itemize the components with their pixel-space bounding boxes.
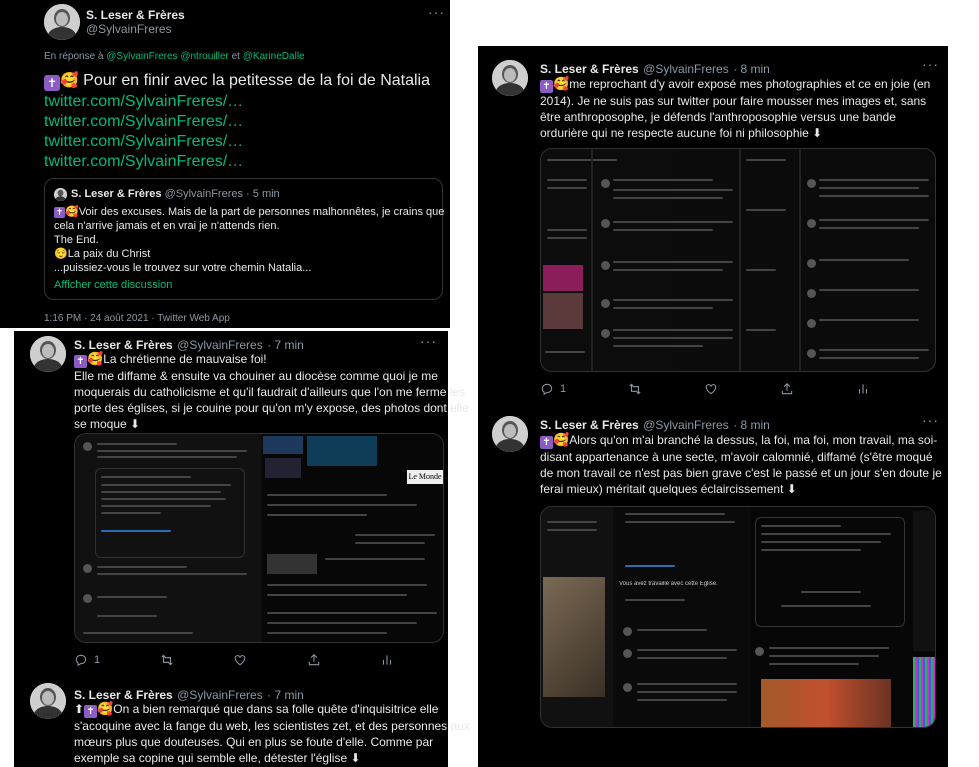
share-icon bbox=[307, 653, 321, 667]
cross-icon: ✝ bbox=[84, 705, 97, 718]
author-handle[interactable]: @SylvainFreres bbox=[643, 62, 729, 76]
tweet-link-4[interactable]: twitter.com/SylvainFreres/… bbox=[44, 153, 244, 170]
reply-icon bbox=[540, 382, 554, 396]
t2-line2: Elle me diffame & ensuite va chouiner au diocèse comme quoi je me bbox=[74, 369, 438, 383]
t4-line2: 2014). Je ne suis pas sur twitter pour faire mousser mes images et, sans bbox=[540, 94, 927, 108]
analytics-button[interactable] bbox=[856, 382, 870, 396]
reply-icon bbox=[74, 653, 88, 667]
smile-emoji-icon: 🥰 bbox=[553, 76, 570, 91]
t5-line4: ferai mieux) méritait quelques éclaircissement ⬇ bbox=[540, 482, 797, 496]
like-button[interactable] bbox=[704, 382, 718, 396]
quoted-tweet[interactable] bbox=[44, 178, 443, 300]
analytics-icon bbox=[380, 653, 394, 667]
show-thread-link[interactable]: Afficher cette discussion bbox=[54, 279, 173, 291]
reply-count: 1 bbox=[560, 383, 567, 395]
cross-icon: ✝ bbox=[55, 207, 64, 217]
quote-author-handle: @SylvainFreres bbox=[164, 188, 243, 200]
reply-prefix: En réponse à bbox=[44, 51, 104, 62]
tweet-time[interactable]: · 7 min bbox=[267, 688, 304, 702]
smile-emoji-icon: 🥰 bbox=[60, 72, 79, 89]
author-handle[interactable]: @SylvainFreres bbox=[643, 418, 729, 432]
cross-icon: ✝ bbox=[74, 355, 87, 368]
main-tweet-panel bbox=[0, 0, 450, 328]
mini-avatar bbox=[83, 442, 92, 451]
quote-line2: cela n'arrive jamais et en vrai je n'attends rien. bbox=[54, 220, 280, 232]
author-name[interactable]: S. Leser & Frères bbox=[540, 62, 639, 76]
tweet-main-text: Pour en finir avec la petitesse de la foi de Natalia bbox=[83, 72, 431, 89]
smile-emoji-icon: 🥰 bbox=[553, 432, 570, 447]
relieved-emoji-icon: 😌 bbox=[54, 248, 68, 260]
arrow-up-icon: ⬆ bbox=[74, 702, 85, 716]
like-button[interactable] bbox=[233, 653, 247, 667]
t4-line3: être anthroposophe, je défends l'anthroposophie versus une bande bbox=[540, 110, 896, 124]
t5-line1: Alors qu'on m'ai branché la dessus, la foi, ma foi, mon travail, ma soi- bbox=[569, 433, 938, 447]
tweet-link-3[interactable]: twitter.com/SylvainFreres/… bbox=[44, 133, 244, 150]
smile-emoji-icon: 🥰 bbox=[97, 701, 114, 716]
t5-line2: disant appartenance à une secte, m'avoir calomnié, diffamé (s'être moqué bbox=[540, 450, 933, 464]
quote-line1: Voir des excuses. Mais de la part de personnes malhonnêtes, je crains que bbox=[78, 206, 445, 218]
smile-emoji-icon: 🥰 bbox=[87, 351, 104, 366]
t4-line1: me reprochant d'y avoir exposé mes photographies et ce en joie (en bbox=[569, 77, 931, 91]
quote-line5: ...puissiez-vous le trouvez sur votre chemin Natalia... bbox=[54, 262, 312, 274]
t2-line5: se moque ⬇ bbox=[74, 417, 141, 431]
author-handle[interactable]: @SylvainFreres bbox=[177, 338, 263, 352]
analytics-icon bbox=[856, 382, 870, 396]
tweet-timestamp[interactable]: 1:16 PM · 24 août 2021 · Twitter Web App bbox=[44, 313, 230, 324]
cross-icon: ✝ bbox=[540, 436, 553, 449]
reply-and: et bbox=[231, 51, 240, 62]
t3-line3: mœurs plus que douteuses. Qui en plus se foute d'elle. Comme par bbox=[74, 735, 434, 749]
tweet-link-2[interactable]: twitter.com/SylvainFreres/… bbox=[44, 113, 244, 130]
tweet-media-image[interactable] bbox=[540, 506, 936, 728]
retweet-button[interactable] bbox=[628, 382, 642, 396]
tweet-time[interactable]: · 8 min bbox=[733, 418, 770, 432]
avatar[interactable] bbox=[30, 683, 66, 719]
tweet-text bbox=[44, 71, 430, 91]
more-icon[interactable]: ··· bbox=[922, 412, 939, 428]
quote-line4: La paix du Christ bbox=[67, 248, 151, 260]
more-icon[interactable]: ··· bbox=[922, 56, 939, 72]
share-button[interactable] bbox=[307, 653, 321, 667]
reply-button[interactable] bbox=[540, 382, 566, 396]
avatar[interactable] bbox=[492, 60, 528, 96]
tweet-time[interactable]: · 7 min bbox=[267, 338, 304, 352]
quote-line3: The End. bbox=[54, 234, 99, 246]
author-name[interactable]: S. Leser & Frères bbox=[74, 688, 173, 702]
author-name[interactable]: S. Leser & Frères bbox=[74, 338, 173, 352]
author-name[interactable]: S. Leser & Frères bbox=[540, 418, 639, 432]
more-icon[interactable]: ··· bbox=[420, 333, 437, 349]
tweet-actions bbox=[540, 382, 870, 396]
share-button[interactable] bbox=[780, 382, 794, 396]
reply-users-link[interactable]: @SylvainFreres @ntrouiller bbox=[106, 51, 229, 62]
smile-emoji-icon: 🥰 bbox=[65, 206, 79, 218]
cross-icon: ✝ bbox=[540, 80, 553, 93]
t3-line2: s'acoquine avec la fange du web, les scientistes zet, et des personnes aux bbox=[74, 719, 470, 733]
reply-user3-link[interactable]: @KarineDalle bbox=[242, 51, 305, 62]
tweet-link-1[interactable]: twitter.com/SylvainFreres/… bbox=[44, 93, 244, 110]
reply-context bbox=[44, 51, 305, 62]
tweet-actions bbox=[74, 653, 394, 667]
t5-line3: de mon travail ce n'est pas bien grave c'est le passé et un jour s'en doute je bbox=[540, 466, 942, 480]
retweet-icon bbox=[160, 653, 174, 667]
quote-avatar bbox=[54, 188, 67, 201]
avatar[interactable] bbox=[30, 336, 66, 372]
right-thread-panel bbox=[478, 46, 948, 767]
author-handle[interactable]: @SylvainFreres bbox=[86, 22, 172, 36]
tweet-media-image[interactable] bbox=[74, 433, 444, 643]
reply-count: 1 bbox=[94, 654, 101, 666]
media-text-vous: Vous avez travaillé avec cette Église. bbox=[619, 581, 718, 587]
t2-line1: La chrétienne de mauvaise foi! bbox=[103, 352, 267, 366]
heart-icon bbox=[704, 382, 718, 396]
t4-line4: ordurière qui ne respecte aucune foi ni philosophie ⬇ bbox=[540, 126, 823, 140]
retweet-button[interactable] bbox=[160, 653, 174, 667]
analytics-button[interactable] bbox=[380, 653, 394, 667]
t2-line4: porte des églises, si je couine pour qu'on m'y expose, des photos dont elle bbox=[74, 401, 469, 415]
left-thread-panel bbox=[14, 331, 470, 767]
quote-time: · 5 min bbox=[246, 188, 280, 200]
more-icon[interactable]: ··· bbox=[428, 4, 445, 20]
tweet-media-image[interactable] bbox=[540, 148, 936, 372]
cross-icon: ✝ bbox=[44, 75, 60, 91]
avatar[interactable] bbox=[44, 4, 80, 40]
heart-icon bbox=[233, 653, 247, 667]
reply-button[interactable] bbox=[74, 653, 100, 667]
author-handle[interactable]: @SylvainFreres bbox=[177, 688, 263, 702]
avatar[interactable] bbox=[492, 416, 528, 452]
t3-line4: exemple sa copine qui semble elle, détester l'église ⬇ bbox=[74, 751, 361, 765]
quote-author-name: S. Leser & Frères bbox=[71, 188, 162, 200]
lemonde-logo: Le Monde bbox=[407, 470, 443, 484]
share-icon bbox=[780, 382, 794, 396]
retweet-icon bbox=[628, 382, 642, 396]
t2-line3: moquerais du catholicisme et qu'il faudrait d'ailleurs que l'on me ferme les bbox=[74, 385, 466, 399]
tweet-time[interactable]: · 8 min bbox=[733, 62, 770, 76]
author-name[interactable]: S. Leser & Frères bbox=[86, 8, 185, 22]
t3-line1: On a bien remarqué que dans sa folle quête d'inquisitrice elle bbox=[113, 702, 439, 716]
